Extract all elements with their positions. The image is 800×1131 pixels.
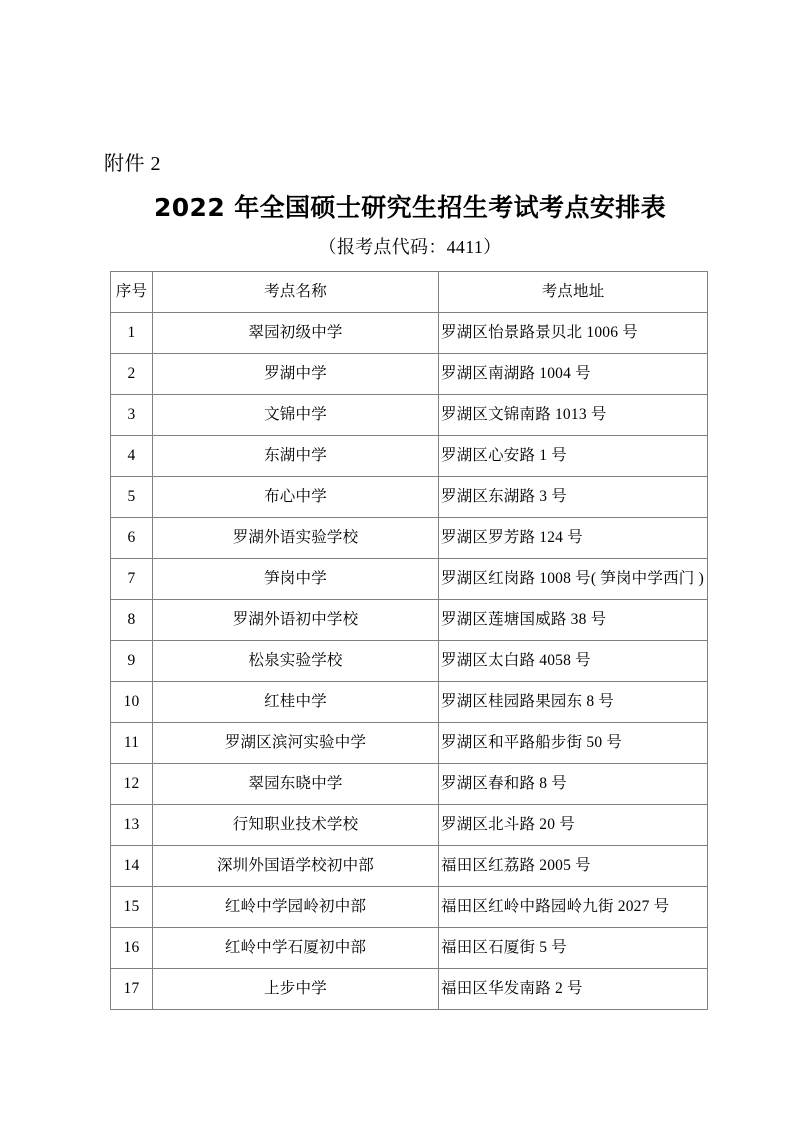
cell-exam-site-name: 东湖中学 (153, 436, 439, 477)
cell-index: 12 (111, 764, 153, 805)
cell-exam-site-address: 罗湖区红岗路 1008 号( 笋岗中学西门 ) (439, 559, 708, 600)
table-row (111, 600, 708, 641)
cell-index: 11 (111, 723, 153, 764)
exam-site-table-container (110, 271, 707, 1010)
table-row (111, 436, 708, 477)
table-row (111, 313, 708, 354)
column-header-name: 考点名称 (153, 272, 439, 313)
registration-code-subtitle: （报考点代码：4411） (318, 237, 502, 257)
cell-exam-site-address: 福田区石厦街 5 号 (439, 928, 708, 969)
table-row (111, 846, 708, 887)
cell-index: 6 (111, 518, 153, 559)
table-row (111, 682, 708, 723)
cell-exam-site-address: 罗湖区罗芳路 124 号 (439, 518, 708, 559)
cell-exam-site-name: 深圳外国语学校初中部 (153, 846, 439, 887)
table-header (111, 272, 708, 313)
table-row (111, 887, 708, 928)
cell-exam-site-address: 福田区红荔路 2005 号 (439, 846, 708, 887)
table-row (111, 641, 708, 682)
cell-exam-site-name: 红桂中学 (153, 682, 439, 723)
cell-index: 15 (111, 887, 153, 928)
cell-exam-site-address: 罗湖区南湖路 1004 号 (439, 354, 708, 395)
cell-exam-site-address: 罗湖区怡景路景贝北 1006 号 (439, 313, 708, 354)
cell-exam-site-address: 罗湖区桂园路果园东 8 号 (439, 682, 708, 723)
cell-exam-site-name: 翠园东晓中学 (153, 764, 439, 805)
cell-index: 10 (111, 682, 153, 723)
column-header-index: 序号 (111, 272, 153, 313)
cell-index: 17 (111, 969, 153, 1010)
cell-index: 13 (111, 805, 153, 846)
cell-exam-site-name: 罗湖中学 (153, 354, 439, 395)
table-row (111, 928, 708, 969)
cell-exam-site-name: 文锦中学 (153, 395, 439, 436)
cell-exam-site-address: 罗湖区北斗路 20 号 (439, 805, 708, 846)
cell-index: 9 (111, 641, 153, 682)
cell-exam-site-name: 上步中学 (153, 969, 439, 1010)
table-row (111, 969, 708, 1010)
cell-exam-site-address: 罗湖区莲塘国威路 38 号 (439, 600, 708, 641)
cell-exam-site-address: 福田区华发南路 2 号 (439, 969, 708, 1010)
cell-exam-site-address: 罗湖区文锦南路 1013 号 (439, 395, 708, 436)
cell-exam-site-address: 罗湖区和平路船步街 50 号 (439, 723, 708, 764)
cell-index: 8 (111, 600, 153, 641)
table-row (111, 723, 708, 764)
table-row (111, 559, 708, 600)
cell-exam-site-address: 福田区红岭中路园岭九街 2027 号 (439, 887, 708, 928)
cell-index: 1 (111, 313, 153, 354)
cell-exam-site-address: 罗湖区东湖路 3 号 (439, 477, 708, 518)
cell-index: 2 (111, 354, 153, 395)
cell-exam-site-name: 罗湖外语初中学校 (153, 600, 439, 641)
attachment-label: 附件 2 (104, 153, 161, 175)
cell-exam-site-address: 罗湖区太白路 4058 号 (439, 641, 708, 682)
page-title: 2022 年全国硕士研究生招生考试考点安排表 (153, 193, 667, 222)
table-header-row (111, 272, 708, 313)
cell-index: 5 (111, 477, 153, 518)
cell-exam-site-name: 行知职业技术学校 (153, 805, 439, 846)
cell-exam-site-name: 罗湖外语实验学校 (153, 518, 439, 559)
cell-exam-site-name: 布心中学 (153, 477, 439, 518)
cell-index: 3 (111, 395, 153, 436)
column-header-address: 考点地址 (439, 272, 708, 313)
table-row (111, 764, 708, 805)
cell-exam-site-name: 罗湖区滨河实验中学 (153, 723, 439, 764)
cell-index: 4 (111, 436, 153, 477)
table-row (111, 395, 708, 436)
table-row (111, 518, 708, 559)
cell-exam-site-name: 松泉实验学校 (153, 641, 439, 682)
cell-exam-site-name: 翠园初级中学 (153, 313, 439, 354)
exam-site-table (110, 271, 708, 1010)
table-row (111, 477, 708, 518)
cell-exam-site-name: 笋岗中学 (153, 559, 439, 600)
table-body (111, 313, 708, 1010)
cell-index: 7 (111, 559, 153, 600)
table-row (111, 354, 708, 395)
cell-exam-site-address: 罗湖区春和路 8 号 (439, 764, 708, 805)
cell-exam-site-name: 红岭中学园岭初中部 (153, 887, 439, 928)
cell-index: 16 (111, 928, 153, 969)
cell-exam-site-name: 红岭中学石厦初中部 (153, 928, 439, 969)
cell-exam-site-address: 罗湖区心安路 1 号 (439, 436, 708, 477)
cell-index: 14 (111, 846, 153, 887)
table-row (111, 805, 708, 846)
